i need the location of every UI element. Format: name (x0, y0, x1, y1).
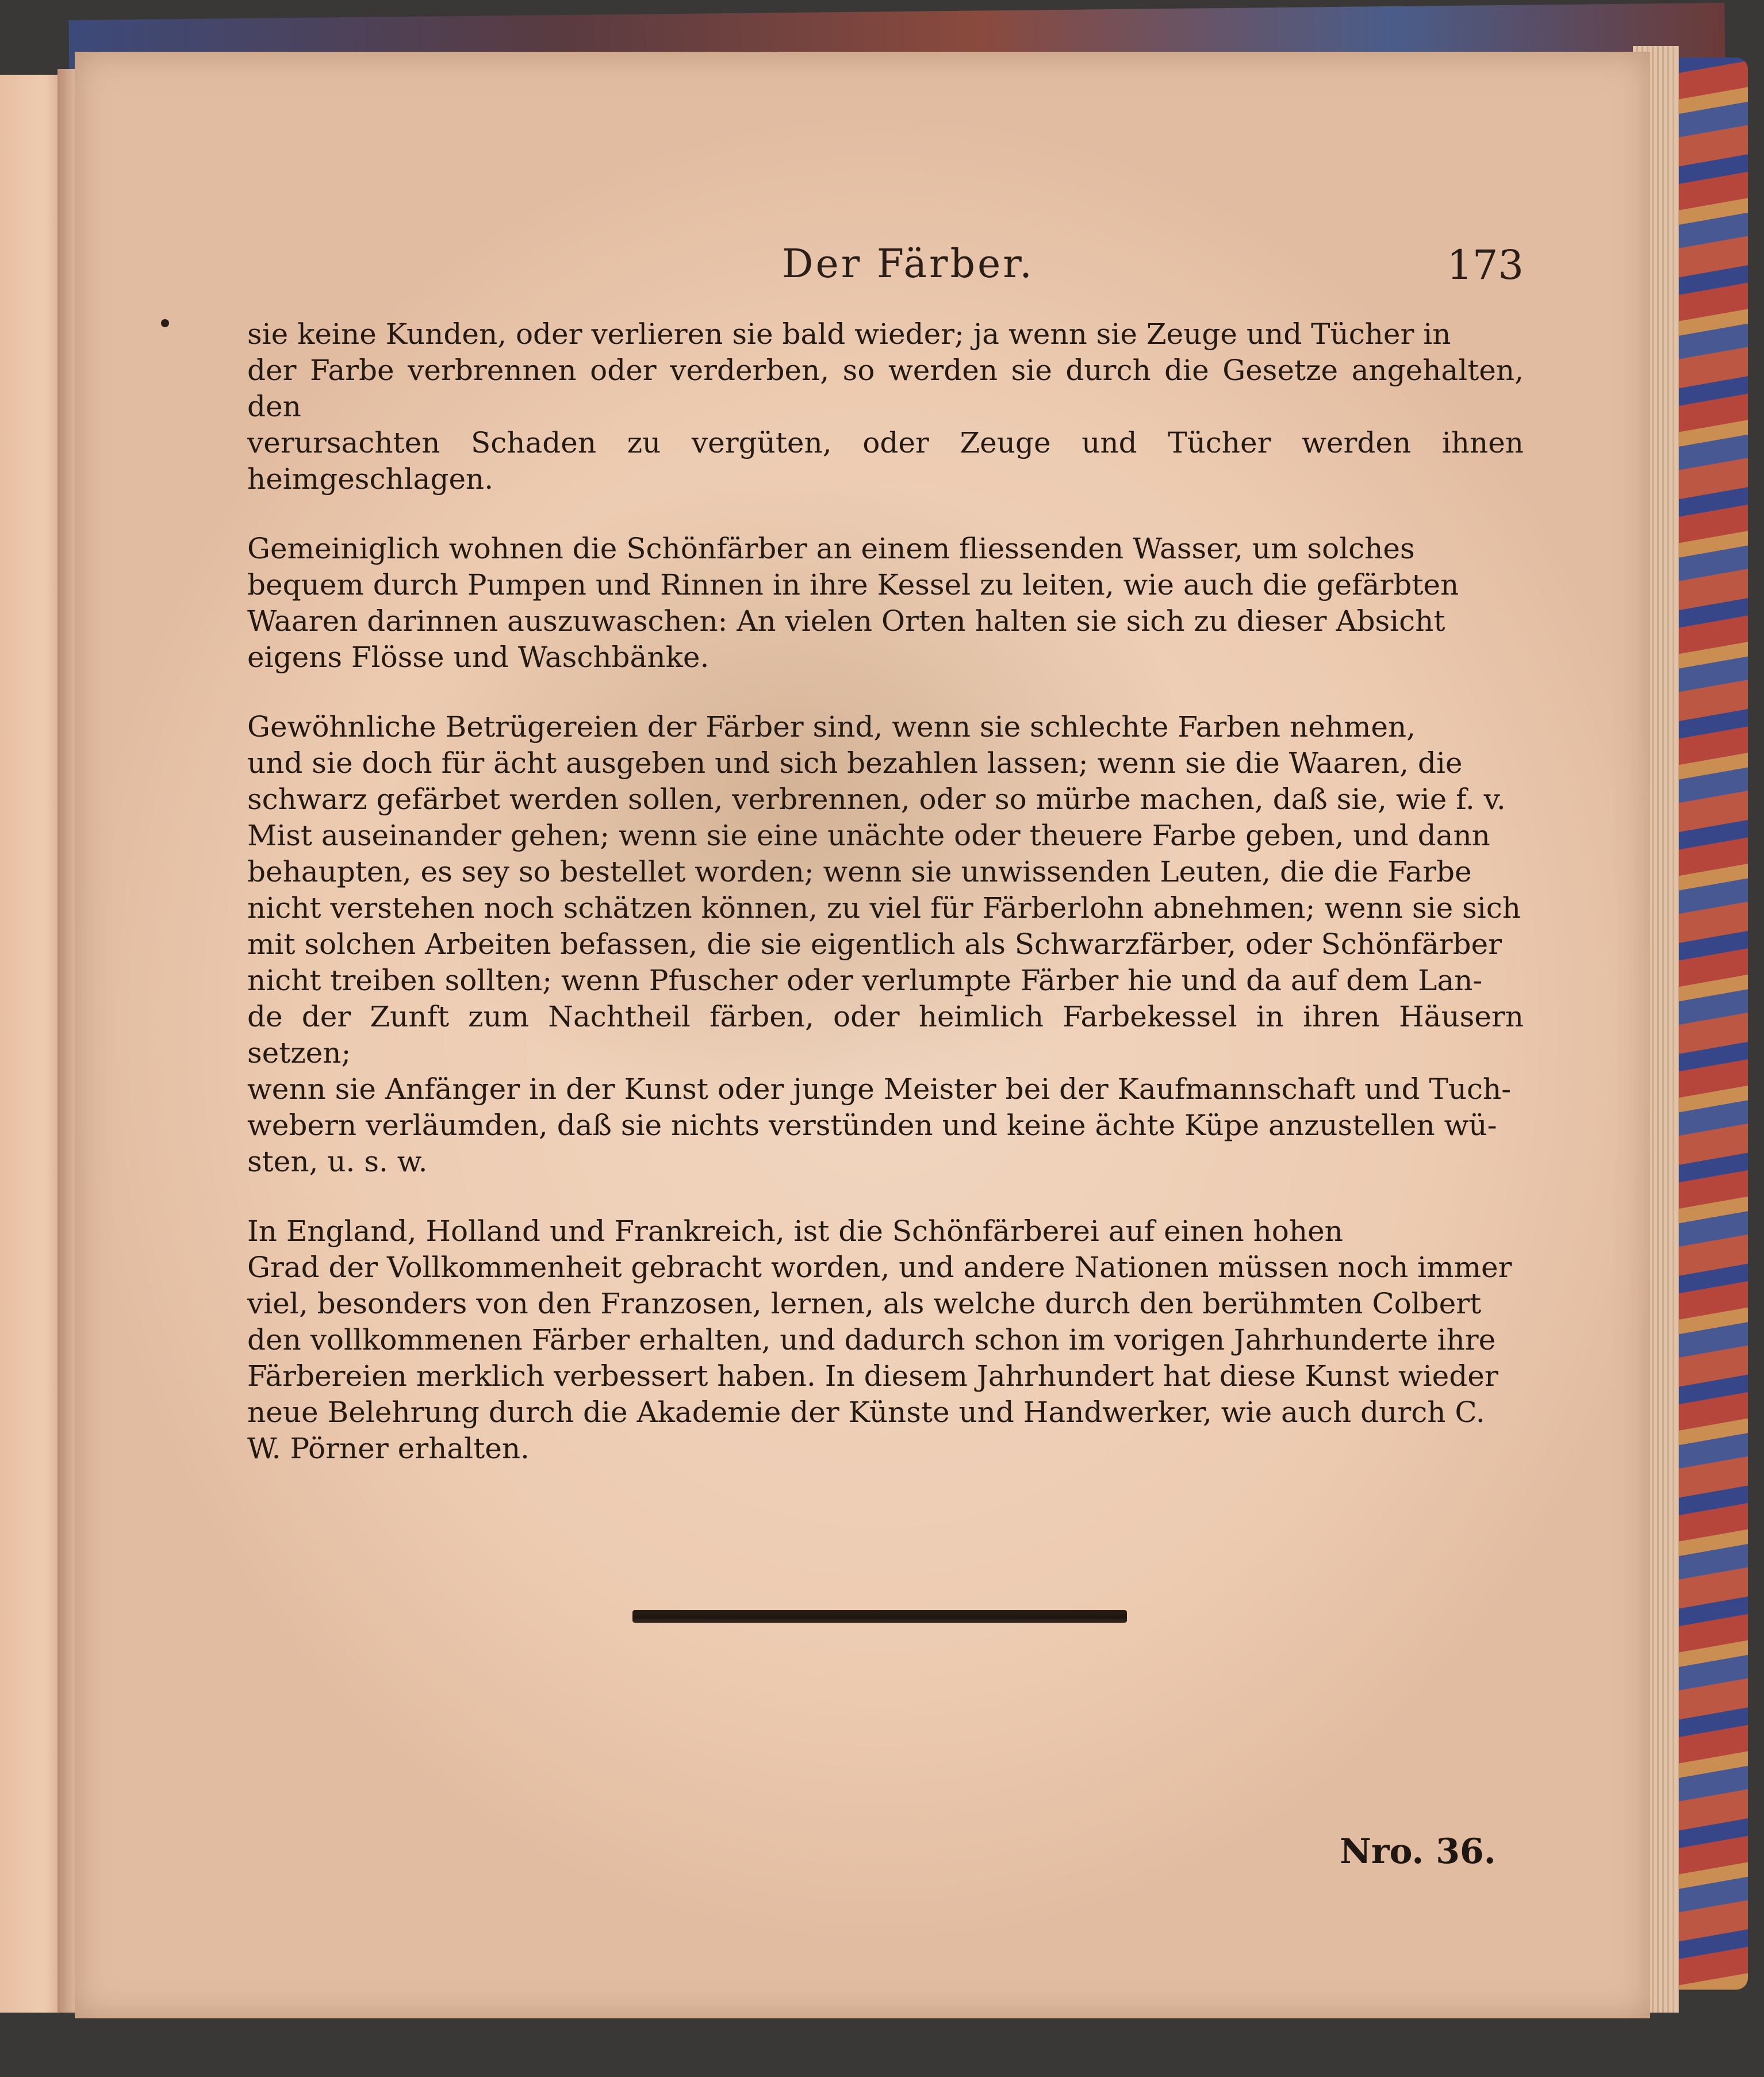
section-divider-rule (632, 1610, 1127, 1623)
margin-dot (161, 319, 169, 327)
paragraph-1: sie keine Kunden, oder verlieren sie bald wieder; ja wenn sie Zeuge und Tücher in der Farbe verbrennen oder verderben, so werden sie durch die Gesetze angehalten, den verursachten Schaden zu vergüten, oder Zeuge und Tücher werden ihnen heimgeschlagen. (247, 317, 1524, 496)
book-page (75, 52, 1650, 2018)
signature-mark: Nro. 36. (1340, 1831, 1496, 1872)
body-text (247, 316, 1524, 1500)
paragraph-3: Gewöhnliche Betrügereien der Färber sind, wenn sie schlechte Farben nehmen, und sie doch für ächt ausgeben und sich bezahlen lassen; wenn sie die Waaren, die schwarz gefärbet werden sollen, verbrennen, oder so mürbe machen, daß sie, wie f. v. Mist auseinander gehen; wenn sie eine unächte oder theuere Farbe geben, und dann behaupten, es sey so bestellet worden; wenn sie unwissenden Leuten, die die Farbe nicht verstehen noch schätzen können, zu viel für Färberlohn abnehmen; wenn sie sich mit solchen Arbeiten befassen, die sie eigentlich als Schwarzfärber, oder Schönfärber nicht treiben sollten; wenn Pfuscher oder verlumpte Färber hie und da auf dem Lan- de der Zunft zum Nachtheil färben, oder heimlich Farbekessel in ihren Häusern setzen; wenn sie Anfänger in der Kunst oder junge Meister bei der Kaufmannschaft und Tuch- webern verläumden, daß sie nichts verstünden und keine ächte Küpe anzustellen wü- sten, u. s. w. (247, 710, 1524, 1178)
running-head (247, 242, 1524, 311)
left-page-edge (0, 75, 63, 2013)
paragraph-4: In England, Holland und Frankreich, ist die Schönfärberei auf einen hohen Grad der Vollkommenheit gebracht worden, und andere Nationen müssen noch immer viel, besonders von den Franzosen, lernen, als welche durch den berühmten Colbert den vollkommenen Färber erhalten, und dadurch schon im vorigen Jahrhunderte ihre Färbereien merklich verbessert haben. In diesem Jahrhundert hat diese Kunst wieder neue Belehrung durch die Akademie der Künste und Handwerker, wie auch durch C. W. Pörner erhalten. (247, 1214, 1512, 1465)
page-number: 173 (1447, 242, 1524, 289)
paragraph-2: Gemeiniglich wohnen die Schönfärber an einem fliessenden Wasser, um solches bequem durch Pumpen und Rinnen in ihre Kessel zu leiten, wie auch die gefärbten Waaren darinnen auszuwaschen: An vielen Orten halten sie sich zu dieser Absicht eigens Flösse und Waschbänke. (247, 532, 1459, 674)
running-head-title: Der Färber. (782, 242, 1034, 287)
marbled-page-edge (1667, 58, 1748, 1990)
